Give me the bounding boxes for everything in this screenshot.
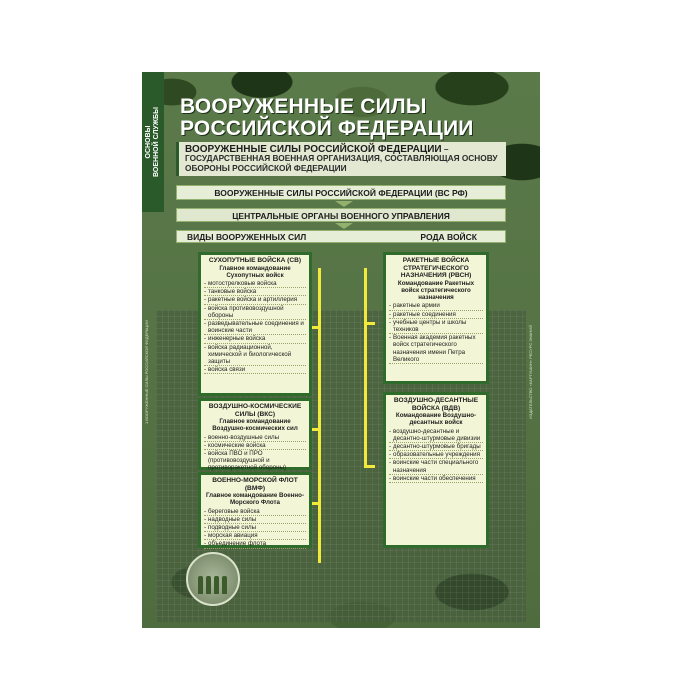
title-line-2: РОССИЙСКОЙ ФЕДЕРАЦИИ [180, 117, 474, 140]
type-card [198, 472, 312, 548]
branches-stub-1 [367, 322, 375, 325]
branches-stub-2 [367, 465, 375, 468]
sidebar-label [142, 72, 164, 212]
list-item: - воинские части обеспечения [389, 475, 483, 483]
right-edge-note-text: ИЗДАТЕЛЬСТВО «КАРТУШИН» РЕСУРС ЗНАНИЙ [528, 325, 533, 419]
types-connector [318, 268, 321, 563]
list-item: - объединение флота [204, 540, 306, 548]
list-item: - инженерные войска [204, 335, 306, 343]
definition-rest: – ГОСУДАРСТВЕННАЯ ВОЕННАЯ ОРГАНИЗАЦИЯ, СОСТАВЛЯЮЩАЯ ОСНОВУ ОБОРОНЫ РОССИЙСКОЙ ФЕДЕРАЦИИ [185, 144, 498, 173]
left-edge-note-text: 1.ВООРУЖЕННЫЕ СИЛЫ РОССИЙСКОЙ ФЕДЕРАЦИИ [144, 319, 149, 425]
left-edge-note [144, 312, 154, 432]
list-item: - воинские части специального назначения [389, 459, 483, 474]
card-command: Командование Воздушно-десантных войск [395, 412, 477, 427]
list-item: - надводные силы [204, 516, 306, 524]
poster [142, 72, 540, 628]
type-card [198, 252, 312, 396]
card-title: РАКЕТНЫЕ ВОЙСКА СТРАТЕГИЧЕСКОГО НАЗНАЧЕНИЯ (РВСН) [400, 257, 472, 280]
sidebar-line-1: ОСНОВЫ [145, 125, 152, 159]
list-item: - учебные центры и школы техников [389, 319, 483, 334]
list-item: - морская авиация [204, 532, 306, 540]
down-arrow-1 [335, 201, 353, 207]
title-line-1: ВООРУЖЕННЫЕ СИЛЫ [180, 95, 427, 118]
list-item: - мотострелковые войска [204, 280, 306, 288]
list-item: - военно-воздушные силы [204, 434, 306, 442]
list-item: - ракетные соединения [389, 311, 483, 319]
list-item: - подводные силы [204, 524, 306, 532]
card-title: ВОЕННО-МОРСКОЙ ФЛОТ (ВМФ) [212, 477, 298, 492]
list-item: - войска радиационной, химической и биологической защиты [204, 344, 306, 367]
list-item: - ракетные войска и артиллерия [204, 296, 306, 304]
right-edge-note [528, 312, 538, 432]
list-item: - войска связи [204, 366, 306, 374]
card-command: Главное командование Воздушно-космических сил [212, 418, 298, 433]
armed-forces-bar: ВООРУЖЕННЫЕ СИЛЫ РОССИЙСКОЙ ФЕДЕРАЦИИ (ВС РФ) [176, 185, 506, 200]
split-bar [176, 230, 506, 243]
list-item: - воздушно-десантные и десантно-штурмовые дивизии [389, 428, 483, 443]
branches-header: РОДА ВОЙСК [420, 232, 477, 242]
branches-connector [364, 268, 367, 468]
definition-box [176, 142, 506, 176]
list-item: - Военная академия ракетных войск стратегического назначения имени Петра Великого [389, 334, 483, 364]
list-item: - береговые войска [204, 508, 306, 516]
list-item: - войска ПВО и ПРО (противовоздушной и противоракетной обороны) [204, 450, 306, 473]
sidebar-line-2: ВОЕННОЙ СЛУЖБЫ [153, 107, 160, 177]
card-title: ВОЗДУШНО-КОСМИЧЕСКИЕ СИЛЫ (ВКС) [208, 403, 302, 418]
list-item: - космические войска [204, 442, 306, 450]
card-command: Командование Ракетных войск стратегического назначения [397, 279, 475, 302]
down-arrow-2 [335, 223, 353, 229]
list-item: - десантно-штурмовые бригады [389, 443, 483, 451]
type-card [198, 398, 312, 470]
list-item: - войска противовоздушной обороны [204, 305, 306, 320]
central-organs-bar: ЦЕНТРАЛЬНЫЕ ОРГАНЫ ВОЕННОГО УПРАВЛЕНИЯ [176, 208, 506, 222]
soldiers-emblem [186, 552, 240, 606]
card-title: СУХОПУТНЫЕ ВОЙСКА (СВ) [208, 257, 302, 264]
list-item: - ракетные армии [389, 302, 483, 310]
card-title: ВОЗДУШНО-ДЕСАНТНЫЕ ВОЙСКА (ВДВ) [393, 397, 479, 412]
types-header: ВИДЫ ВООРУЖЕННЫХ СИЛ [187, 232, 307, 242]
page-title [180, 96, 520, 140]
list-item: - танковые войска [204, 288, 306, 296]
branch-card [383, 392, 489, 548]
definition-lead: ВООРУЖЕННЫЕ СИЛЫ РОССИЙСКОЙ ФЕДЕРАЦИИ [185, 144, 442, 155]
list-item: - разведывательные соединения и воинские части [204, 320, 306, 335]
list-item: - образовательные учреждения [389, 451, 483, 459]
card-command: Главное командование Военно-Морского Флота [205, 492, 304, 507]
branch-card [383, 252, 489, 384]
card-command: Главное командование Сухопутных войск [219, 264, 291, 279]
